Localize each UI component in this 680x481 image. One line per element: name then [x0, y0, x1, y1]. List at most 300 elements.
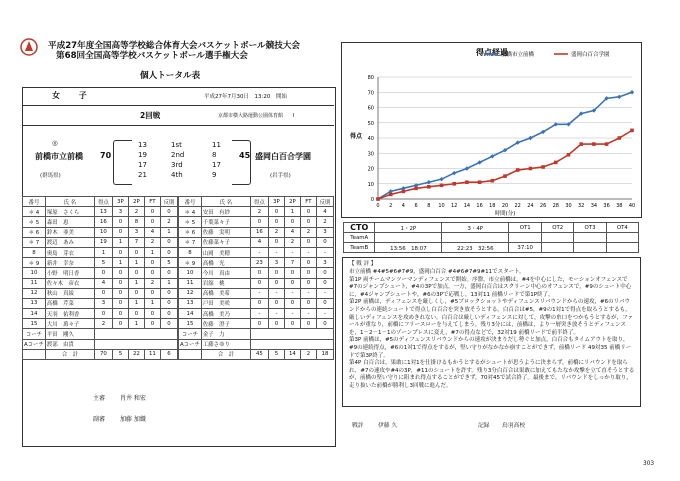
box-cell: 0 — [316, 268, 333, 278]
total-row — [179, 349, 334, 359]
box-cell: 0 — [144, 309, 160, 319]
box-cell: 0 — [300, 258, 316, 268]
x-tick-label: 2 — [389, 203, 393, 209]
player-row — [23, 319, 178, 329]
total-cell: 11 — [144, 349, 160, 359]
total-cell: 22 — [128, 349, 144, 359]
box-cell: 0 — [284, 268, 300, 278]
box-header-cell: 得点 — [250, 197, 268, 207]
data-point — [452, 182, 456, 186]
box-cell: 天羽 佑利香 — [45, 309, 94, 319]
team-b-name: 盛岡白百合学園 — [255, 152, 311, 161]
x-tick-label: 0 — [376, 203, 380, 209]
game-commentary — [342, 257, 641, 407]
recorder-name: 鳥羽高校 — [502, 423, 526, 429]
quarter-table-cell: 37:10 — [509, 243, 542, 253]
box-cell: - — [268, 288, 284, 298]
x-tick-label: 30 — [565, 203, 572, 209]
box-cell: 8 — [128, 217, 144, 227]
box-cell: 13 — [179, 298, 202, 308]
box-cell: 0 — [268, 207, 284, 217]
quarter-table-cell: 1・2P — [375, 223, 442, 233]
coach-row — [23, 339, 178, 349]
quarter-score-a: 17 — [138, 161, 147, 169]
player-row — [179, 268, 334, 278]
box-cell: 0 — [250, 278, 268, 288]
box-cell: 2 — [144, 278, 160, 288]
quarter-table-cell — [574, 233, 606, 243]
box-cell: 0 — [144, 217, 160, 227]
x-tick-label: 4 — [401, 203, 405, 209]
quarter-time-table — [343, 222, 639, 253]
box-header-cell: FT — [300, 197, 316, 207]
box-cell: 2 — [160, 217, 177, 227]
coach-name: 平田 剛久 — [45, 329, 94, 339]
box-cell: 大川 萬々子 — [45, 319, 94, 329]
x-tick-label: 32 — [578, 203, 585, 209]
box-cell: 佐藤 澄子 — [201, 319, 250, 329]
box-cell: 0 — [268, 268, 284, 278]
player-row — [179, 258, 334, 268]
data-point — [414, 187, 418, 191]
box-cell: 0 — [300, 268, 316, 278]
box-cell: 1 — [128, 298, 144, 308]
box-cell: 渡辺 あみ — [45, 237, 94, 247]
total-cell — [179, 349, 202, 359]
box-cell: 0 — [160, 247, 177, 257]
data-point — [516, 168, 520, 172]
quarter-table-cell: OT3 — [574, 223, 606, 233]
box-cell: 1 — [128, 278, 144, 288]
team-a-score: 70 — [100, 151, 112, 160]
box-cell: 1 — [160, 227, 177, 237]
player-row — [179, 237, 334, 247]
player-row — [23, 268, 178, 278]
box-header-cell: 反則 — [316, 197, 333, 207]
box-cell: 塚原 さくら — [45, 207, 94, 217]
box-cell: 0 — [144, 207, 160, 217]
quarter-table-cell — [606, 233, 638, 243]
total-cell: 合 計 — [201, 349, 250, 359]
box-cell: 10 — [23, 268, 46, 278]
quarter-table-cell — [509, 233, 542, 243]
total-cell: 5 — [268, 349, 284, 359]
player-row — [179, 309, 334, 319]
box-header-cell: 2P — [284, 197, 300, 207]
x-tick-label: 14 — [463, 203, 471, 209]
data-point — [440, 183, 444, 187]
total-cell: 18 — [316, 349, 333, 359]
legend-label: 前橋市立前橋 — [501, 52, 535, 58]
box-cell: 4 — [284, 227, 300, 237]
coach-role: コーチ — [23, 329, 46, 339]
box-cell: 佐藤 実明 — [201, 227, 250, 237]
score-progress-chart — [341, 42, 642, 218]
player-row — [179, 207, 334, 217]
box-cell: 0 — [316, 237, 333, 247]
data-point — [554, 161, 558, 165]
coach-blank — [250, 329, 333, 339]
box-cell: 3 — [316, 258, 333, 268]
box-cell: 0 — [300, 237, 316, 247]
box-cell: 鈴木 亜美 — [45, 227, 94, 237]
quarter-table-cell: 22:23 32:56 — [442, 243, 509, 253]
total-cell: 2 — [300, 349, 316, 359]
tournament-subtitle: 第68回全国高等学校バスケットボール選手権大会 — [56, 51, 248, 61]
box-cell: 0 — [284, 217, 300, 227]
box-cell: 0 — [160, 309, 177, 319]
box-cell: 15 — [23, 319, 46, 329]
quarter-table-cell — [542, 243, 574, 253]
box-header-cell: 番号 — [23, 197, 46, 207]
box-cell: 0 — [160, 288, 177, 298]
box-cell: 2 — [316, 217, 333, 227]
box-header-cell: FT — [144, 197, 160, 207]
box-cell: 0 — [112, 268, 128, 278]
quarter-table-cell: TeamA — [344, 233, 375, 243]
data-point — [427, 185, 431, 189]
coach-blank — [250, 339, 333, 349]
box-cell: ＊ 4 — [23, 207, 46, 217]
team-a-box-score — [22, 196, 178, 360]
quarter-table-row — [344, 233, 639, 243]
total-cell: 5 — [112, 349, 128, 359]
box-cell: ＊ 9 — [23, 258, 46, 268]
box-cell: 2 — [250, 207, 268, 217]
box-cell: 5 — [160, 258, 177, 268]
coach-role: コーチ — [179, 329, 202, 339]
box-cell: 0 — [128, 288, 144, 298]
box-cell: 0 — [128, 309, 144, 319]
team-b-prefecture: (岩手県) — [270, 173, 291, 179]
commentary-heading: 【 戦 評 】 — [349, 261, 377, 267]
tournament-title: 平成27年度全国高等学校総合体育大会バスケットボール競技大会 — [48, 41, 300, 51]
box-cell: 11 — [23, 278, 46, 288]
box-cell: 1 — [144, 247, 160, 257]
box-cell: 0 — [112, 298, 128, 308]
box-cell: 高橋 美乃 — [201, 309, 250, 319]
box-cell: 4 — [316, 207, 333, 217]
winner-mark: ◎ — [52, 139, 58, 147]
box-cell: 岩舘 桃 — [201, 278, 250, 288]
box-cell: 7 — [128, 237, 144, 247]
quarter-table-cell — [375, 233, 442, 243]
box-cell: 秋山 真綾 — [45, 288, 94, 298]
quarter-label: 2nd — [171, 151, 185, 159]
player-row — [23, 217, 178, 227]
box-cell: 0 — [300, 207, 316, 217]
data-point — [376, 197, 380, 201]
x-tick-label: 6 — [414, 203, 418, 209]
box-cell: 0 — [112, 319, 128, 329]
box-cell: 高橋 美希 — [201, 288, 250, 298]
quarter-label: 3rd — [171, 161, 183, 169]
x-tick-label: 22 — [514, 203, 521, 209]
box-cell: 12 — [23, 288, 46, 298]
box-cell: 16 — [250, 227, 268, 237]
coach-row — [23, 329, 178, 339]
writer-label: 戦評 — [352, 423, 364, 429]
team-b-box-score — [178, 196, 334, 360]
box-cell: - — [300, 247, 316, 257]
box-cell: 1 — [160, 278, 177, 288]
box-cell: 高橋 光 — [201, 258, 250, 268]
coach-name: 渡部 由貴 — [45, 339, 94, 349]
box-cell: 0 — [160, 268, 177, 278]
box-cell: 0 — [316, 298, 333, 308]
box-cell: 安田 有紗 — [201, 207, 250, 217]
box-cell: 14 — [23, 309, 46, 319]
y-axis-label: 得点 — [349, 133, 363, 140]
player-row — [23, 258, 178, 268]
box-cell: 0 — [112, 309, 128, 319]
box-cell: 1 — [112, 258, 128, 268]
box-cell: ＊ 6 — [23, 227, 46, 237]
data-point — [465, 180, 469, 184]
recorder-label: 記録 — [478, 423, 490, 429]
quarter-score-a: 13 — [138, 141, 147, 149]
box-cell: 0 — [250, 298, 268, 308]
player-row — [23, 298, 178, 308]
box-cell: 1 — [128, 258, 144, 268]
box-cell: 0 — [112, 247, 128, 257]
box-cell: 0 — [112, 217, 128, 227]
commentary-text: 市立前橋 #4#5#6#7#9，盛岡白百合 #4#6#7#9#11でスタート。 第1P 両チームマンツーマンディフェンスで開始。序盤，市立前橋は，#4を中心にした，モーションオフェンスで#7のジャンプシュート，#4の3Pで加点。一方，盛岡白百合はスクリーン中心のオフェンスで，#9のシュート中心に，#4ジャンプシュートや，#6の3Pで応戦し，13対11 前橋リードで第1P終了。 第2P 前橋は，ディフェンスを厳しくし，#5ブロックショットやディフェンスリバウンドからの速攻，#6のリバウンドからの連続シュートで得点し白百合を突き放そうとする。白百合は#5，#9の1対1で得点を取ろうとするも，厳しいディフェンスを攻めきれない。白百合は厳しいディフェンスに対して，攻撃の糸口をつかもうとするが，ファールが重なり，前橋にフリースローを与えてしまう。残り3分には，前橋は，より一層突き放そうとディフェンスを，1－2－1－1のゾーンプレスに変え，#7の得点などで，32対19 前橋リードで前半終了。 第3P 前橋は，#5のディフェンスリバウンドからの速攻が決まりだし勢ぐと加点。白百合もタイムアウトを取り，#9の連続得点，#6の1対1で得点をするが，堅い守りがなかなか崩すことができず，前橋リード 49対35 前橋リードで第3P終了。 第4P 白百合は，果敢に1対1を仕掛けるもかうとするがシュートが思うように決まらず，前橋にリバウンドを取られ，#7の速攻や#4の3P，#11のシュートを許す。残り3分白百合は果敢に加えてもたなか攻撃を立て直そうとするが，前橋の堅い守りに阻まれ得点することができず，70対45で試合終了。最後まで，リバウンドをしっかり取り，走り抜いた前橋が勝利し3回戦に進んだ。 — [349, 269, 635, 389]
data-point — [618, 136, 622, 140]
data-point — [541, 165, 545, 169]
player-row — [23, 237, 178, 247]
data-point — [630, 129, 634, 133]
quarter-table-cell — [542, 233, 574, 243]
quarter-score-b: 9 — [212, 171, 217, 179]
box-cell: 0 — [250, 268, 268, 278]
box-cell: 11 — [179, 278, 202, 288]
data-point — [529, 167, 533, 171]
box-cell: - — [300, 309, 316, 319]
box-cell: ＊ 9 — [179, 258, 202, 268]
box-cell: 0 — [94, 288, 112, 298]
box-cell: 佐々木 彦衣 — [45, 278, 94, 288]
quarter-table-cell: TeamB — [344, 243, 375, 253]
quarter-table-cell — [606, 243, 638, 253]
player-row — [23, 278, 178, 288]
x-tick-label: 28 — [552, 203, 559, 209]
box-cell: 3 — [94, 298, 112, 308]
box-cell: 2 — [128, 207, 144, 217]
quarter-table-cell: CTO — [344, 223, 375, 233]
box-cell: - — [250, 288, 268, 298]
box-cell: 0 — [300, 278, 316, 288]
quarter-score-b: 17 — [212, 161, 221, 169]
quarter-table-cell: OT2 — [542, 223, 574, 233]
box-cell: 0 — [284, 278, 300, 288]
box-header-cell: 2P — [128, 197, 144, 207]
data-point — [605, 142, 609, 146]
data-point — [491, 179, 495, 183]
bracket-left — [113, 140, 132, 185]
box-cell: 19 — [94, 237, 112, 247]
box-cell: 0 — [160, 298, 177, 308]
box-cell: 0 — [128, 247, 144, 257]
x-tick-label: 24 — [527, 203, 534, 209]
box-cell: 15 — [179, 319, 202, 329]
coach-role: Aコーチ — [23, 339, 46, 349]
coach-name: 工藤さゆり — [201, 339, 250, 349]
quarter-score-b: 8 — [212, 151, 217, 159]
total-cell: 14 — [284, 349, 300, 359]
y-tick-label: 50 — [367, 120, 374, 127]
data-point — [567, 153, 571, 157]
sheet-title: 個人トータル表 — [140, 71, 201, 81]
box-cell: 1 — [94, 247, 112, 257]
box-cell: ＊ 5 — [23, 217, 46, 227]
x-tick-label: 18 — [489, 203, 496, 209]
y-tick-label: 30 — [367, 151, 374, 158]
x-tick-label: 40 — [628, 203, 636, 209]
box-cell: 4 — [94, 278, 112, 288]
quarter-table-cell: 3・4P — [442, 223, 509, 233]
quarter-label: 1st — [171, 141, 182, 149]
box-cell: 佐藤菜々子 — [201, 237, 250, 247]
total-cell — [23, 349, 46, 359]
x-tick-label: 36 — [603, 203, 610, 209]
player-row — [23, 288, 178, 298]
player-row — [23, 309, 178, 319]
game-header — [22, 87, 334, 106]
box-cell: 1 — [112, 237, 128, 247]
box-cell: ＊ 7 — [23, 237, 46, 247]
box-cell: 0 — [160, 237, 177, 247]
quarter-score-a: 19 — [138, 151, 147, 159]
referee-label: 主審 — [93, 395, 106, 402]
box-cell: 2 — [144, 237, 160, 247]
data-point — [389, 193, 393, 197]
box-cell: 0 — [268, 278, 284, 288]
box-cell: 23 — [250, 258, 268, 268]
bracket-right — [232, 140, 251, 185]
box-cell: - — [250, 309, 268, 319]
coach-name: 金子 力 — [201, 329, 250, 339]
box-cell: 3 — [268, 258, 284, 268]
umpire-name: 加藤 加織 — [120, 416, 146, 423]
box-cell: ＊ 6 — [179, 227, 202, 237]
box-cell: 高橋 芹菜 — [45, 298, 94, 308]
player-row — [23, 227, 178, 237]
box-header-cell: 3P — [268, 197, 284, 207]
box-cell: 0 — [250, 319, 268, 329]
box-cell: 2 — [268, 227, 284, 237]
box-header-cell: 氏 名 — [45, 197, 94, 207]
x-tick-label: 38 — [616, 203, 623, 209]
box-cell: 14 — [179, 309, 202, 319]
box-cell: 0 — [316, 278, 333, 288]
box-cell: 小野 明日香 — [45, 268, 94, 278]
team-a-prefecture: (群馬県) — [40, 173, 61, 179]
referee-name: 肖井 和宏 — [120, 395, 146, 402]
box-cell: 1 — [128, 319, 144, 329]
x-tick-label: 12 — [451, 203, 458, 209]
y-tick-label: 60 — [367, 105, 374, 112]
quarter-label: 4th — [171, 171, 183, 179]
box-cell: 12 — [179, 288, 202, 298]
federation-logo-icon — [20, 38, 38, 56]
total-cell: 45 — [250, 349, 268, 359]
box-cell: - — [284, 247, 300, 257]
game-date: 平成27年7月30日 13:20 開始 — [204, 94, 287, 100]
player-row — [179, 288, 334, 298]
box-cell: ＊ 7 — [179, 237, 202, 247]
total-cell: 6 — [160, 349, 177, 359]
box-cell: 0 — [144, 319, 160, 329]
quarter-table-cell — [574, 243, 606, 253]
x-tick-label: 8 — [427, 203, 431, 209]
score-progress-svg — [342, 43, 641, 217]
box-cell: 13 — [94, 207, 112, 217]
box-cell: ＊ 5 — [179, 217, 202, 227]
box-cell: 0 — [268, 237, 284, 247]
quarter-table-cell: 13:56 18:07 — [375, 243, 442, 253]
data-point — [402, 190, 406, 194]
box-cell: - — [316, 288, 333, 298]
box-cell: - — [284, 288, 300, 298]
quarter-table-cell — [442, 233, 509, 243]
box-cell: 2 — [94, 319, 112, 329]
box-cell: - — [284, 309, 300, 319]
box-cell: 2 — [284, 237, 300, 247]
total-cell: 70 — [94, 349, 112, 359]
box-cell: - — [268, 309, 284, 319]
box-cell: 8 — [179, 247, 202, 257]
box-cell: 3 — [316, 227, 333, 237]
box-cell: 1 — [284, 207, 300, 217]
box-cell: 4 — [250, 237, 268, 247]
data-point — [503, 174, 507, 178]
box-cell: ＊ 4 — [179, 207, 202, 217]
player-row — [179, 319, 334, 329]
y-tick-label: 10 — [367, 181, 374, 188]
coach-row — [179, 329, 334, 339]
writer-name: 伊藤 久 — [378, 423, 398, 429]
box-header-row — [23, 197, 178, 207]
box-cell: - — [268, 247, 284, 257]
coach-role: Aコーチ — [179, 339, 202, 349]
data-point — [592, 142, 596, 146]
y-tick-label: 0 — [370, 197, 374, 203]
x-tick-label: 20 — [501, 203, 509, 209]
box-header-cell: 3P — [112, 197, 128, 207]
box-header-row — [179, 197, 334, 207]
box-cell: 0 — [250, 217, 268, 227]
box-header-cell: 得点 — [94, 197, 112, 207]
box-cell: 新井 幸奈 — [45, 258, 94, 268]
box-cell: 0 — [112, 278, 128, 288]
data-point — [630, 90, 634, 94]
box-cell: 千葉菜々子 — [201, 217, 250, 227]
box-cell: 0 — [160, 207, 177, 217]
player-row — [23, 207, 178, 217]
box-cell: 0 — [94, 268, 112, 278]
box-cell: 0 — [160, 319, 177, 329]
box-cell: 3 — [112, 207, 128, 217]
box-cell: - — [300, 288, 316, 298]
venue-label: 京都市横大路運動公園体育館 Ⅰ — [218, 113, 295, 119]
data-point — [579, 142, 583, 146]
box-cell: 1 — [144, 298, 160, 308]
box-cell: 0 — [144, 268, 160, 278]
box-cell: 0 — [128, 268, 144, 278]
box-cell: 16 — [94, 217, 112, 227]
y-tick-label: 20 — [367, 166, 374, 173]
